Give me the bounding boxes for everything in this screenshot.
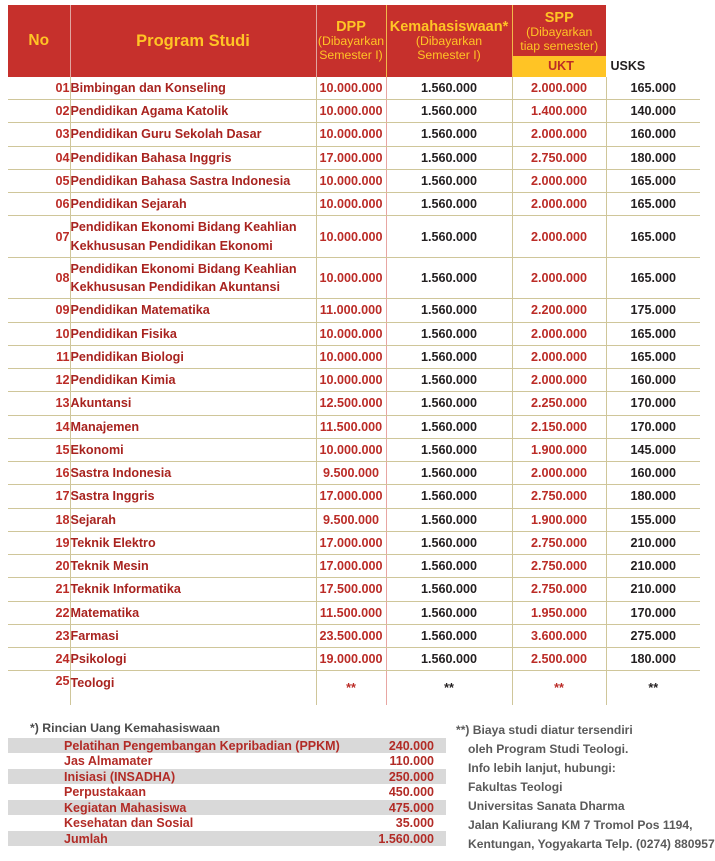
cell-kemahasiswaan: ** [386, 671, 512, 705]
cell-kemahasiswaan: 1.560.000 [386, 146, 512, 169]
table-row [8, 415, 700, 438]
detail-label: Jas Almamater [8, 753, 341, 769]
cell-kemahasiswaan: 1.560.000 [386, 531, 512, 554]
cell-usks: 275.000 [606, 624, 700, 647]
detail-label: Perpustakaan [8, 784, 341, 800]
cell-no: 24 [8, 648, 70, 671]
cell-no: 16 [8, 462, 70, 485]
header-label-spp: SPP [544, 10, 574, 26]
cell-ukt: 2.000.000 [512, 257, 606, 299]
cell-kemahasiswaan: 1.560.000 [386, 77, 512, 100]
header-label-kemahasiswaan: Kemahasiswaan* [389, 19, 509, 35]
cell-program-studi: Bimbingan dan Konseling [70, 77, 316, 100]
cell-ukt: 2.750.000 [512, 146, 606, 169]
cell-kemahasiswaan: 1.560.000 [386, 169, 512, 192]
cell-no: 15 [8, 438, 70, 461]
footnote-line: Universitas Sanata Dharma [468, 799, 625, 814]
cell-usks: 160.000 [606, 369, 700, 392]
header-cell-spp [512, 5, 646, 77]
cell-program-studi: Pendidikan Fisika [70, 322, 316, 345]
detail-value: 35.000 [341, 815, 446, 831]
cell-kemahasiswaan: 1.560.000 [386, 485, 512, 508]
cell-kemahasiswaan: 1.560.000 [386, 322, 512, 345]
detail-table-body [8, 738, 446, 847]
cell-program-studi: Pendidikan Agama Katolik [70, 100, 316, 123]
cell-no: 06 [8, 193, 70, 216]
detail-value: 240.000 [341, 738, 446, 754]
spp-subheader-row [513, 56, 646, 77]
cell-ukt: 2.000.000 [512, 216, 606, 258]
cell-dpp: 23.500.000 [316, 624, 386, 647]
footer-notes [8, 720, 715, 861]
cell-no: 07 [8, 216, 70, 258]
cell-program-studi: Teknik Informatika [70, 578, 316, 601]
cell-ukt: ** [512, 671, 606, 705]
cell-no: 05 [8, 169, 70, 192]
cell-kemahasiswaan: 1.560.000 [386, 216, 512, 258]
header-sublabel-dpp-2: Semester I) [319, 48, 383, 62]
cell-program-studi: Pendidikan Kimia [70, 369, 316, 392]
header-cell-dpp [316, 5, 386, 77]
cell-ukt: 2.000.000 [512, 345, 606, 368]
cell-no: 19 [8, 531, 70, 554]
cell-program-studi: Sastra Inggris [70, 485, 316, 508]
cell-program-studi: Akuntansi [70, 392, 316, 415]
table-row [8, 555, 700, 578]
cell-kemahasiswaan: 1.560.000 [386, 257, 512, 299]
cell-ukt: 2.750.000 [512, 555, 606, 578]
cell-kemahasiswaan: 1.560.000 [386, 462, 512, 485]
cell-no: 10 [8, 322, 70, 345]
tuition-fee-table [8, 5, 700, 705]
table-row [8, 462, 700, 485]
cell-kemahasiswaan: 1.560.000 [386, 578, 512, 601]
cell-ukt: 1.400.000 [512, 100, 606, 123]
cell-dpp: 10.000.000 [316, 169, 386, 192]
cell-kemahasiswaan: 1.560.000 [386, 123, 512, 146]
cell-ukt: 1.900.000 [512, 508, 606, 531]
cell-dpp: 17.000.000 [316, 555, 386, 578]
cell-no: 25 [8, 671, 70, 705]
header-cell-program [70, 5, 316, 77]
cell-kemahasiswaan: 1.560.000 [386, 648, 512, 671]
table-row [8, 601, 700, 624]
cell-ukt: 2.000.000 [512, 77, 606, 100]
detail-label: Jumlah [8, 831, 341, 847]
cell-usks: 165.000 [606, 77, 700, 100]
table-body [8, 77, 700, 705]
cell-dpp: 10.000.000 [316, 100, 386, 123]
cell-program-studi: Psikologi [70, 648, 316, 671]
detail-row [8, 753, 446, 769]
cell-ukt: 3.600.000 [512, 624, 606, 647]
cell-no: 23 [8, 624, 70, 647]
cell-dpp: 17.000.000 [316, 485, 386, 508]
cell-no: 21 [8, 578, 70, 601]
cell-usks: 180.000 [606, 648, 700, 671]
table-row [8, 169, 700, 192]
cell-dpp: 19.000.000 [316, 648, 386, 671]
cell-ukt: 2.000.000 [512, 193, 606, 216]
cell-dpp: ** [316, 671, 386, 705]
header-label-program: Program Studi [136, 31, 250, 50]
header-label-no: No [28, 32, 50, 50]
detail-value: 250.000 [341, 769, 446, 785]
cell-ukt: 2.000.000 [512, 369, 606, 392]
cell-usks: 175.000 [606, 299, 700, 322]
cell-dpp: 9.500.000 [316, 508, 386, 531]
table-row [8, 578, 700, 601]
cell-usks: 145.000 [606, 438, 700, 461]
table-row [8, 77, 700, 100]
cell-usks: ** [648, 681, 659, 696]
cell-no: 04 [8, 146, 70, 169]
table-row [8, 345, 700, 368]
table-row [8, 485, 700, 508]
kemahasiswaan-detail-table [8, 738, 446, 847]
table-row [8, 508, 700, 531]
header-cell-kemahasiswaan [386, 5, 512, 77]
cell-usks: 170.000 [606, 415, 700, 438]
cell-no: 09 [8, 299, 70, 322]
cell-program-studi: Pendidikan Bahasa Inggris [70, 146, 316, 169]
cell-no: 12 [8, 369, 70, 392]
table-header [8, 5, 700, 77]
cell-program-studi: Sejarah [70, 508, 316, 531]
detail-row [8, 769, 446, 785]
cell-ukt: 2.200.000 [512, 299, 606, 322]
cell-ukt: 2.750.000 [512, 531, 606, 554]
cell-usks: 180.000 [606, 146, 700, 169]
cell-program-studi: Matematika [70, 601, 316, 624]
cell-usks: 210.000 [606, 555, 700, 578]
header-cell-no [8, 5, 70, 77]
cell-dpp: 12.500.000 [316, 392, 386, 415]
footnote-kemahasiswaan-breakdown [8, 721, 446, 847]
cell-ukt: 2.500.000 [512, 648, 606, 671]
cell-ukt: 2.000.000 [512, 462, 606, 485]
footnote-line: **) Biaya studi diatur tersendiri [456, 722, 633, 737]
cell-program-studi: Pendidikan Sejarah [70, 193, 316, 216]
cell-no: 02 [8, 100, 70, 123]
cell-no: 08 [8, 257, 70, 299]
cell-kemahasiswaan: 1.560.000 [386, 415, 512, 438]
cell-usks: 165.000 [606, 169, 700, 192]
cell-ukt: 1.900.000 [512, 438, 606, 461]
cell-ukt: 2.150.000 [512, 415, 606, 438]
table-row [8, 624, 700, 647]
cell-kemahasiswaan: 1.560.000 [386, 345, 512, 368]
table-row [8, 671, 700, 705]
cell-program-studi: Manajemen [70, 415, 316, 438]
header-sublabel-kemahasiswaan-1: (Dibayarkan [415, 34, 483, 49]
cell-no: 17 [8, 485, 70, 508]
header-label-usks: USKS [610, 59, 646, 74]
cell-program-studi: Pendidikan Biologi [70, 345, 316, 368]
cell-usks: 210.000 [606, 531, 700, 554]
cell-ukt: 2.250.000 [512, 392, 606, 415]
cell-dpp: 10.000.000 [316, 438, 386, 461]
cell-usks: 160.000 [606, 462, 700, 485]
cell-kemahasiswaan: 1.560.000 [386, 193, 512, 216]
cell-dpp: 17.500.000 [316, 578, 386, 601]
table-row [8, 322, 700, 345]
cell-program-studi: Pendidikan Bahasa Sastra Indonesia [70, 169, 316, 192]
cell-usks: 155.000 [606, 508, 700, 531]
cell-kemahasiswaan: 1.560.000 [386, 438, 512, 461]
cell-ukt: 2.000.000 [512, 322, 606, 345]
footnote-line: Kentungan, Yogyakarta Telp. (0274) 880957 [468, 837, 715, 852]
header-label-dpp: DPP [336, 19, 366, 35]
cell-program-studi: Pendidikan Ekonomi Bidang Keahlian Kekhususan Pendidikan Ekonomi [70, 216, 316, 258]
cell-dpp: 10.000.000 [316, 216, 386, 258]
cell-dpp: 10.000.000 [316, 193, 386, 216]
footnote-title: *) Rincian Uang Kemahasiswaan [30, 720, 220, 735]
table-row [8, 299, 700, 322]
cell-dpp: 10.000.000 [316, 123, 386, 146]
cell-usks: 165.000 [606, 322, 700, 345]
cell-no: 03 [8, 123, 70, 146]
header-sublabel-kemahasiswaan-2: Semester I) [417, 48, 481, 62]
cell-dpp: 10.000.000 [316, 322, 386, 345]
cell-kemahasiswaan: 1.560.000 [386, 555, 512, 578]
detail-value: 1.560.000 [341, 831, 446, 847]
cell-dpp: 11.500.000 [316, 415, 386, 438]
cell-dpp: 10.000.000 [316, 77, 386, 100]
table-row [8, 531, 700, 554]
cell-no: 22 [8, 601, 70, 624]
table-row [8, 438, 700, 461]
cell-dpp: 10.000.000 [316, 345, 386, 368]
spp-header-top [513, 5, 607, 56]
cell-dpp: 11.000.000 [316, 299, 386, 322]
cell-dpp: 17.000.000 [316, 146, 386, 169]
table-row [8, 146, 700, 169]
cell-no: 14 [8, 415, 70, 438]
cell-dpp: 10.000.000 [316, 369, 386, 392]
detail-value: 475.000 [341, 800, 446, 816]
cell-dpp: 9.500.000 [316, 462, 386, 485]
cell-program-studi: Pendidikan Ekonomi Bidang Keahlian Kekhususan Pendidikan Akuntansi [70, 257, 316, 299]
cell-usks: 165.000 [606, 345, 700, 368]
cell-kemahasiswaan: 1.560.000 [386, 601, 512, 624]
cell-program-studi: Farmasi [70, 624, 316, 647]
header-sublabel-dpp-1: (Dibayarkan [317, 34, 385, 49]
cell-program-studi: Sastra Indonesia [70, 462, 316, 485]
cell-program-studi: Pendidikan Matematika [70, 299, 316, 322]
cell-no: 20 [8, 555, 70, 578]
cell-usks: 160.000 [606, 123, 700, 146]
detail-row [8, 800, 446, 816]
cell-kemahasiswaan: 1.560.000 [386, 299, 512, 322]
cell-usks: 180.000 [606, 485, 700, 508]
footnote-line: Info lebih lanjut, hubungi: [468, 760, 616, 775]
detail-value: 110.000 [341, 753, 446, 769]
cell-no: 11 [8, 345, 70, 368]
cell-kemahasiswaan: 1.560.000 [386, 624, 512, 647]
footnote-line: Jalan Kaliurang KM 7 Tromol Pos 1194, [468, 818, 693, 833]
cell-ukt: 2.000.000 [512, 169, 606, 192]
header-label-ukt: UKT [513, 56, 611, 77]
cell-kemahasiswaan: 1.560.000 [386, 392, 512, 415]
cell-dpp: 17.000.000 [316, 531, 386, 554]
cell-usks: 140.000 [606, 100, 700, 123]
table-row [8, 369, 700, 392]
detail-row [8, 784, 446, 800]
header-sublabel-spp: (Dibayarkan tiap semester) [520, 25, 599, 53]
cell-kemahasiswaan: 1.560.000 [386, 369, 512, 392]
detail-row [8, 815, 446, 831]
table-row [8, 123, 700, 146]
cell-usks: 170.000 [606, 392, 700, 415]
cell-usks: 210.000 [606, 578, 700, 601]
cell-program-studi: Teologi [70, 671, 316, 705]
detail-row [8, 831, 446, 847]
cell-no: 18 [8, 508, 70, 531]
table-row [8, 216, 700, 258]
footnote-teologi-contact [456, 721, 715, 855]
cell-ukt: 2.000.000 [512, 123, 606, 146]
cell-program-studi: Pendidikan Guru Sekolah Dasar [70, 123, 316, 146]
detail-label: Kegiatan Mahasiswa [8, 800, 341, 816]
cell-no: 01 [8, 77, 70, 100]
table-row [8, 257, 700, 299]
table-row [8, 392, 700, 415]
table-row [8, 648, 700, 671]
cell-ukt: 1.950.000 [512, 601, 606, 624]
spp-header-group [513, 5, 646, 77]
table-row [8, 193, 700, 216]
cell-usks: 165.000 [606, 257, 700, 299]
detail-label: Pelatihan Pengembangan Kepribadian (PPKM) [8, 738, 341, 754]
detail-value: 450.000 [341, 784, 446, 800]
cell-usks: 165.000 [606, 193, 700, 216]
cell-usks: 165.000 [606, 216, 700, 258]
detail-label: Kesehatan dan Sosial [8, 815, 341, 831]
footnote-line: oleh Program Studi Teologi. [468, 741, 629, 756]
cell-program-studi: Teknik Elektro [70, 531, 316, 554]
cell-ukt: 2.750.000 [512, 485, 606, 508]
footnote-line: Fakultas Teologi [468, 780, 563, 795]
cell-kemahasiswaan: 1.560.000 [386, 100, 512, 123]
cell-program-studi: Ekonomi [70, 438, 316, 461]
cell-kemahasiswaan: 1.560.000 [386, 508, 512, 531]
cell-dpp: 10.000.000 [316, 257, 386, 299]
cell-no: 13 [8, 392, 70, 415]
cell-usks: 170.000 [606, 601, 700, 624]
table-row [8, 100, 700, 123]
cell-ukt: 2.750.000 [512, 578, 606, 601]
detail-row [8, 738, 446, 754]
header-row [8, 5, 700, 77]
detail-label: Inisiasi (INSADHA) [8, 769, 341, 785]
cell-dpp: 11.500.000 [316, 601, 386, 624]
cell-program-studi: Teknik Mesin [70, 555, 316, 578]
